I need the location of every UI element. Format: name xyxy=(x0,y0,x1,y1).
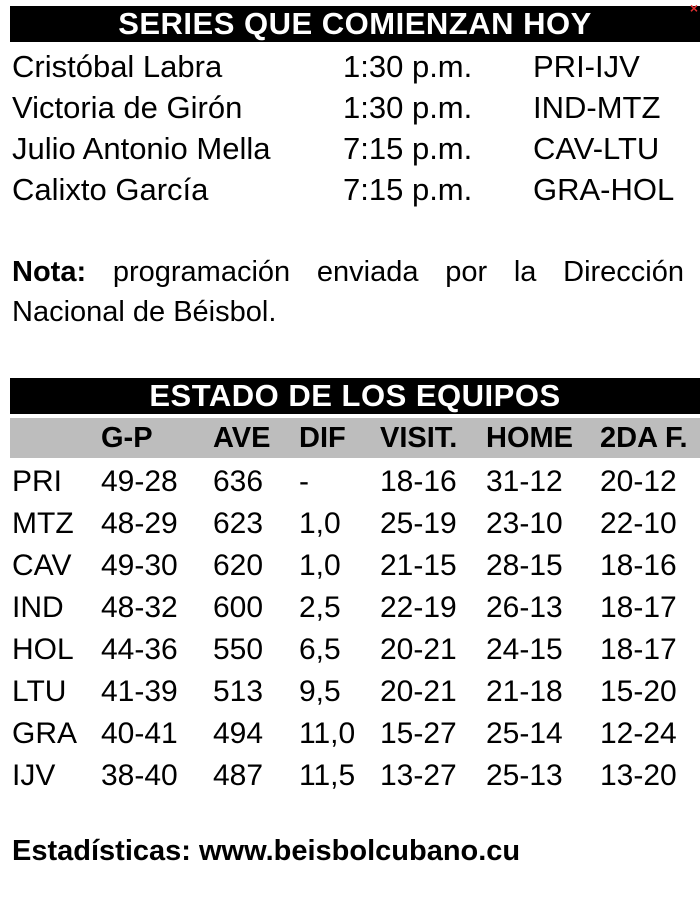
header-home: HOME xyxy=(486,422,573,454)
average: 636 xyxy=(213,465,264,498)
won-lost: 49-28 xyxy=(101,465,178,498)
table-row xyxy=(0,545,700,587)
standings-title xyxy=(10,378,700,414)
second-phase-record: 18-16 xyxy=(600,549,677,582)
second-phase-record: 15-20 xyxy=(600,675,677,708)
home-record: 25-13 xyxy=(486,759,563,792)
table-row xyxy=(0,671,700,713)
won-lost: 44-36 xyxy=(101,633,178,666)
visitor-record: 20-21 xyxy=(380,675,457,708)
table-row xyxy=(0,755,700,797)
table-row xyxy=(0,461,700,503)
average: 620 xyxy=(213,549,264,582)
schedule-title xyxy=(10,6,700,42)
won-lost: 40-41 xyxy=(101,717,178,750)
second-phase-record: 12-24 xyxy=(600,717,677,750)
visitor-record: 20-21 xyxy=(380,633,457,666)
note-paragraph xyxy=(12,252,684,332)
average: 600 xyxy=(213,591,264,624)
venue: Victoria de Girón xyxy=(12,90,243,125)
stats-source: Estadísticas: www.beisbolcubano.cu xyxy=(12,835,521,867)
home-record: 23-10 xyxy=(486,507,563,540)
visitor-record: 13-27 xyxy=(380,759,457,792)
team-code: PRI xyxy=(12,465,63,498)
schedule-row xyxy=(0,128,700,170)
home-record: 26-13 xyxy=(486,591,563,624)
game-time: 7:15 p.m. xyxy=(343,172,473,207)
team-code: LTU xyxy=(12,675,67,708)
games-behind: 2,5 xyxy=(299,591,341,624)
game-time: 1:30 p.m. xyxy=(343,49,473,84)
second-phase-record: 22-10 xyxy=(600,507,677,540)
games-behind: - xyxy=(299,465,309,498)
schedule-title-text: SERIES QUE COMIENZAN HOY xyxy=(118,6,592,41)
average: 513 xyxy=(213,675,264,708)
home-record: 31-12 xyxy=(486,465,563,498)
games-behind: 1,0 xyxy=(299,507,341,540)
schedule-row xyxy=(0,87,700,129)
table-row xyxy=(0,503,700,545)
second-phase-record: 20-12 xyxy=(600,465,677,498)
games-behind: 9,5 xyxy=(299,675,341,708)
venue: Julio Antonio Mella xyxy=(12,131,271,166)
visitor-record: 15-27 xyxy=(380,717,457,750)
average: 494 xyxy=(213,717,264,750)
team-code: HOL xyxy=(12,633,74,666)
second-phase-record: 18-17 xyxy=(600,633,677,666)
won-lost: 38-40 xyxy=(101,759,178,792)
home-record: 21-18 xyxy=(486,675,563,708)
second-phase-record: 13-20 xyxy=(600,759,677,792)
team-code: CAV xyxy=(12,549,72,582)
games-behind: 11,0 xyxy=(299,717,356,750)
visitor-record: 22-19 xyxy=(380,591,457,624)
games-behind: 6,5 xyxy=(299,633,341,666)
games-behind: 11,5 xyxy=(299,759,356,792)
average: 550 xyxy=(213,633,264,666)
game-time: 1:30 p.m. xyxy=(343,90,473,125)
matchup: GRA-HOL xyxy=(533,172,675,207)
note-label: Nota: xyxy=(12,256,87,288)
venue: Cristóbal Labra xyxy=(12,49,223,84)
home-record: 25-14 xyxy=(486,717,563,750)
matchup: IND-MTZ xyxy=(533,90,661,125)
visitor-record: 21-15 xyxy=(380,549,457,582)
table-row xyxy=(0,629,700,671)
matchup: PRI-IJV xyxy=(533,49,640,84)
second-phase-record: 18-17 xyxy=(600,591,677,624)
venue: Calixto García xyxy=(12,172,209,207)
schedule-row xyxy=(0,169,700,211)
standings-title-text: ESTADO DE LOS EQUIPOS xyxy=(149,378,561,413)
won-lost: 49-30 xyxy=(101,549,178,582)
schedule-row xyxy=(0,46,700,88)
visitor-record: 25-19 xyxy=(380,507,457,540)
team-code: IND xyxy=(12,591,64,624)
team-code: IJV xyxy=(12,759,56,792)
average: 487 xyxy=(213,759,264,792)
standings-header xyxy=(10,418,700,458)
table-row xyxy=(0,713,700,755)
won-lost: 48-32 xyxy=(101,591,178,624)
won-lost: 48-29 xyxy=(101,507,178,540)
visitor-record: 18-16 xyxy=(380,465,457,498)
close-icon[interactable]: × xyxy=(689,0,698,16)
game-time: 7:15 p.m. xyxy=(343,131,473,166)
home-record: 24-15 xyxy=(486,633,563,666)
header-second-phase: 2DA F. xyxy=(600,422,688,454)
home-record: 28-15 xyxy=(486,549,563,582)
header-dif: DIF xyxy=(299,422,346,454)
header-gp: G-P xyxy=(101,422,153,454)
team-code: MTZ xyxy=(12,507,74,540)
matchup: CAV-LTU xyxy=(533,131,660,166)
team-code: GRA xyxy=(12,717,78,750)
table-row xyxy=(0,587,700,629)
games-behind: 1,0 xyxy=(299,549,341,582)
note-text: programación enviada por la Dirección Nacional de Béisbol. xyxy=(12,256,685,328)
average: 623 xyxy=(213,507,264,540)
won-lost: 41-39 xyxy=(101,675,178,708)
header-visit: VISIT. xyxy=(380,422,458,454)
header-ave: AVE xyxy=(213,422,271,454)
